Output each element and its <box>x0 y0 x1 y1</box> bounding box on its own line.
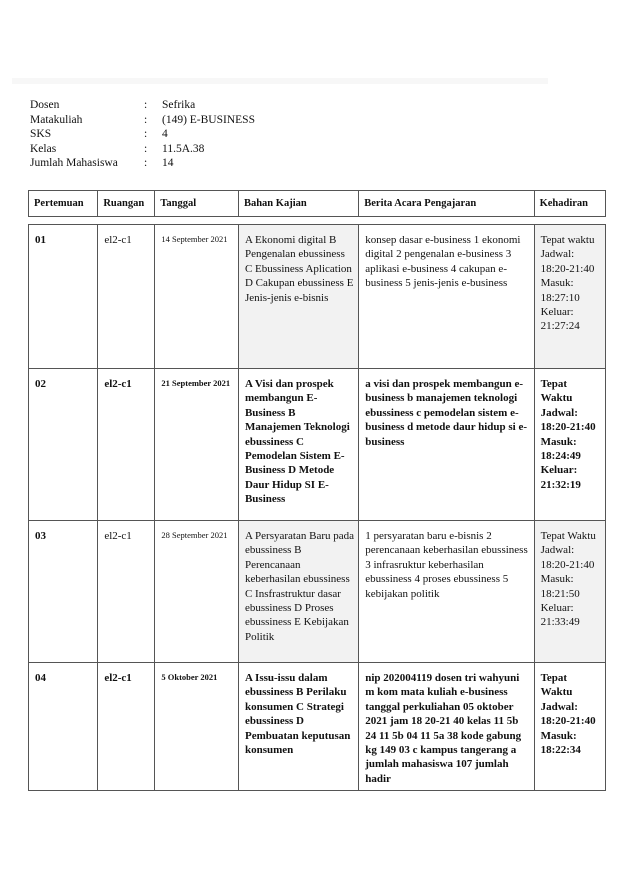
colon: : <box>144 142 148 155</box>
jumlah-value: 14 <box>162 157 174 170</box>
cell-berita-acara: a visi dan prospek membangun e- business b manajemen teknologi ebussiness c pemodelan sistem e-business d metode daur hidup si e-business <box>359 369 534 521</box>
col-header-tanggal: Tanggal <box>155 191 239 217</box>
matakuliah-label: Matakuliah <box>30 113 83 126</box>
cell-pertemuan: 04 <box>29 663 98 791</box>
cell-bahan-kajian: A Persyaratan Baru pada ebussiness B Perencanaan keberhasilan ebussiness C Insfrastruktur dasar ebussiness D Proses ebussiness E Kebijakan Politik <box>238 521 358 663</box>
course-info <box>30 98 255 171</box>
cell-pertemuan: 03 <box>29 521 98 663</box>
sks-label: SKS <box>30 128 52 141</box>
col-header-pertemuan: Pertemuan <box>29 191 98 217</box>
cell-tanggal: 5 Oktober 2021 <box>155 663 239 791</box>
col-header-bahan-kajian: Bahan Kajian <box>238 191 358 217</box>
sks-value: 4 <box>162 128 168 141</box>
info-row-sks <box>30 127 255 142</box>
cell-berita-acara: 1 persyaratan baru e-bisnis 2 perencanaan keberhasilan ebussiness 3 infrasruktur keberhasilan ebussiness 4 proses ebussiness 5 kebijakan politik <box>359 521 534 663</box>
info-row-kelas <box>30 142 255 157</box>
colon: : <box>144 128 148 141</box>
cell-bahan-kajian: A Visi dan prospek membangun E-Business B Manajemen Teknologi ebussiness C Pemodelan Sistem E- Business D Metode Daur Hidup SI E- Business <box>238 369 358 521</box>
col-header-ruangan: Ruangan <box>98 191 155 217</box>
cell-ruangan: el2-c1 <box>98 369 155 521</box>
dosen-value: Sefrika <box>162 99 196 111</box>
table-row <box>29 225 606 369</box>
col-header-kehadiran: Kehadiran <box>534 191 605 217</box>
table-header-row <box>29 191 606 217</box>
cell-kehadiran: Tepat Waktu Jadwal: 18:20-21:40 Masuk: 18:22:34 <box>534 663 605 791</box>
cell-tanggal: 14 September 2021 <box>155 225 239 369</box>
cell-bahan-kajian: A Ekonomi digital B Pengenalan ebussiness C Ebussiness Aplication D Cakupan ebussiness E Jenis-jenis e-bisnis <box>238 225 358 369</box>
cell-pertemuan: 01 <box>29 225 98 369</box>
cell-ruangan: el2-c1 <box>98 663 155 791</box>
cell-tanggal: 21 September 2021 <box>155 369 239 521</box>
attendance-table-wrap <box>28 190 606 791</box>
cell-tanggal: 28 September 2021 <box>155 521 239 663</box>
cell-kehadiran: Tepat waktu Jadwal: 18:20-21:40 Masuk: 18:27:10 Keluar: 21:27:24 <box>534 225 605 369</box>
matakuliah-value: (149) E-BUSINESS <box>162 113 255 126</box>
top-rule <box>12 78 548 84</box>
info-row-dosen <box>30 98 255 113</box>
attendance-table <box>28 190 606 791</box>
colon: : <box>144 113 148 126</box>
jumlah-label: Jumlah Mahasiswa <box>30 157 118 170</box>
table-row <box>29 521 606 663</box>
kelas-label: Kelas <box>30 142 57 155</box>
colon: : <box>144 157 148 170</box>
cell-kehadiran: Tepat Waktu Jadwal: 18:20-21:40 Masuk: 18:24:49 Keluar: 21:32:19 <box>534 369 605 521</box>
info-row-matakuliah <box>30 113 255 128</box>
col-header-berita-acara: Berita Acara Pengajaran <box>359 191 534 217</box>
colon: : <box>144 99 148 111</box>
dosen-label: Dosen <box>30 99 60 111</box>
cell-pertemuan: 02 <box>29 369 98 521</box>
info-row-jumlah <box>30 156 255 171</box>
cell-bahan-kajian: A Issu-issu dalam ebussiness B Perilaku konsumen C Strategi ebussiness D Pembuatan keputusan konsumen <box>238 663 358 791</box>
kelas-value: 11.5A.38 <box>162 142 205 155</box>
cell-berita-acara: nip 202004119 dosen tri wahyuni m kom mata kuliah e-business tanggal perkuliahan 05 oktober 2021 jam 18 20-21 40 kelas 11 5b 24 11 5b 04 11 5a 38 kode gabung kg 149 03 c kampus tangerang a jumlah mahasiswa 107 jumlah hadir <box>359 663 534 791</box>
cell-berita-acara: konsep dasar e-business 1 ekonomi digital 2 pengenalan e-business 3 aplikasi e-business 4 cakupan e-business 5 jenis-jenis e-business <box>359 225 534 369</box>
table-row <box>29 663 606 791</box>
cell-ruangan: el2-c1 <box>98 225 155 369</box>
header-gap <box>29 217 606 225</box>
table-row <box>29 369 606 521</box>
cell-ruangan: el2-c1 <box>98 521 155 663</box>
cell-kehadiran: Tepat Waktu Jadwal: 18:20-21:40 Masuk: 18:21:50 Keluar: 21:33:49 <box>534 521 605 663</box>
